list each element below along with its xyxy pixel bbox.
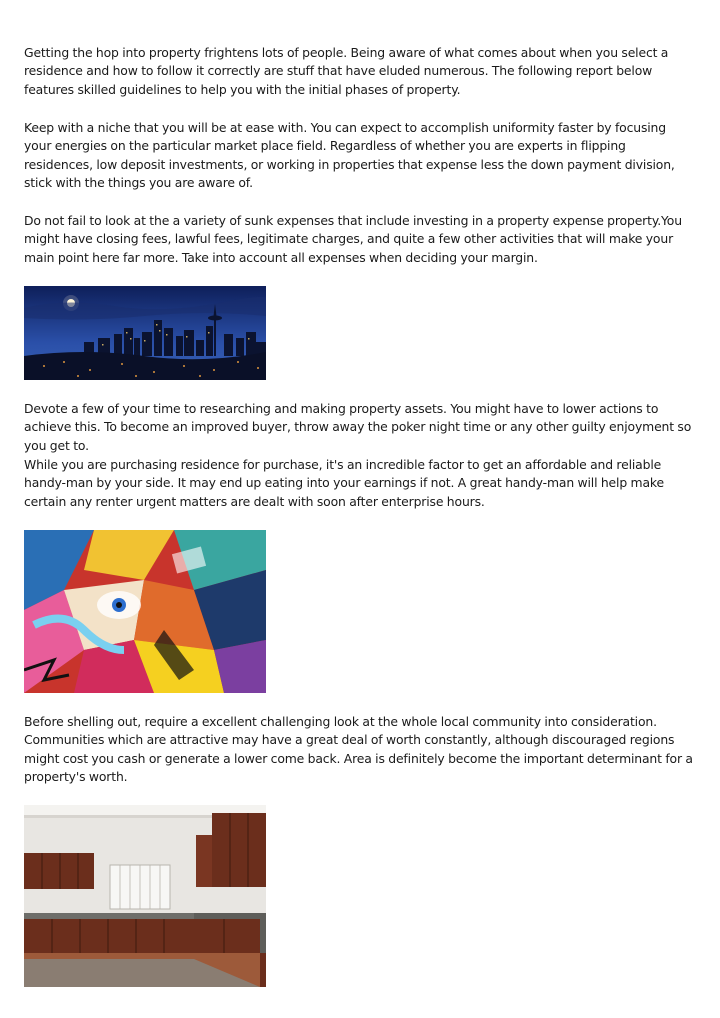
paragraph-sunk-expenses: Do not fail to look at the a variety of sunk expenses that include investing in a property expense property.You might have closing fees, lawful fees, legitimate charges, and quite a few other activities that will make your main point here far more. Take into account all expenses when deciding your margin. <box>24 213 682 265</box>
city-skyline-night-image <box>24 286 266 380</box>
paragraph-handyman: While you are purchasing residence for purchase, it's an incredible factor to get an affordable and reliable handy-man by your side. It may end up eating into your earnings if not. A great handy-man will help make certain any renter urgent matters are dealt with soon after enterprise hours. <box>24 457 664 509</box>
graffiti-art-image <box>24 530 266 693</box>
paragraph-intro: Getting the hop into property frightens lots of people. Being aware of what comes about when you select a residence and how to follow it correctly are stuff that have eluded numerous. The following report below features skilled guidelines to help you with the initial phases of property. <box>24 45 669 97</box>
empty-kitchen-image <box>24 805 266 987</box>
paragraph-research-time: Devote a few of your time to researching and making property assets. You might have to lower actions to achieve this. To become an improved buyer, throw away the poker night time or any other guilty enjoyment so you get to. <box>24 401 692 453</box>
paragraph-niche: Keep with a niche that you will be at ease with. You can expect to accomplish uniformity faster by focusing your energies on the particular market place field. Regardless of whether you are experts in flipping residences, low deposit investments, or working in properties that expense less the down payment division, stick with the things you are aware of. <box>24 120 675 191</box>
paragraph-community: Before shelling out, require a excellent challenging look at the whole local community into consideration. Communities which are attractive may have a great deal of worth constantly, although discouraged regions might cost you cash or generate a lower come back. Area is definitely become the important determinant for a property's worth. <box>24 714 693 785</box>
